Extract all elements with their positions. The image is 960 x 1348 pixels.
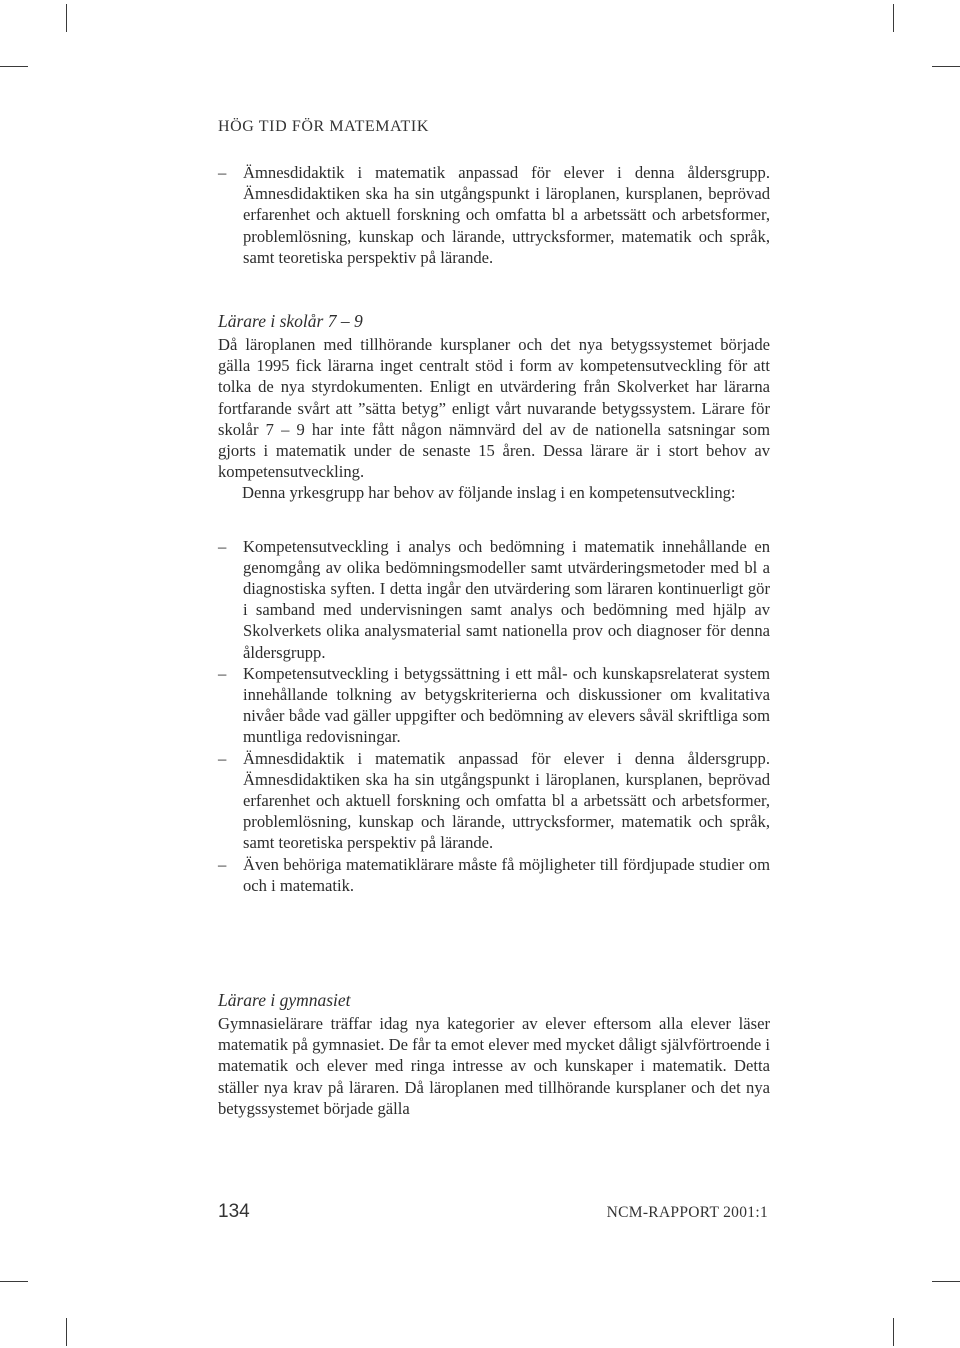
top-bullet-block <box>218 162 770 268</box>
section-heading: Lärare i gymnasiet <box>218 990 351 1010</box>
running-head: HÖG TID FÖR MATEMATIK <box>218 118 429 135</box>
crop-mark-top-left-h <box>0 66 28 67</box>
list-item <box>218 748 770 854</box>
paragraph: Denna yrkesgrupp har behov av följande inslag i en kompetensutveckling: <box>242 483 736 503</box>
crop-mark-bottom-left <box>66 1318 67 1346</box>
list-item <box>218 854 770 896</box>
bullet-dash: – <box>218 163 227 182</box>
bullet-text: Kompetensutveckling i analys och bedömning i matematik innehållande en genomgång av olika bedömningsmodeller samt utvärderingsmetoder med bl a diagnostiska syften. I detta ingår den utvärdering som läraren kontinuerligt gör i samband med undervisningen samt analys och bedömning med hjälp av Skolverkets olika analysmaterial samt nationella prov och diagnoser för denna åldersgrupp. <box>243 536 770 662</box>
crop-mark-bottom-left-h <box>0 1281 28 1282</box>
report-name: NCM-RAPPORT 2001:1 <box>606 1204 768 1221</box>
list-item <box>218 663 770 748</box>
section-skolar-7-9 <box>218 310 770 896</box>
bullet-text: Ämnesdidaktik i matematik anpassad för elever i denna åldersgrupp. Ämnesdidaktiken ska ha sin utgångspunkt i läroplanen, kursplanen, beprövad erfarenhet och aktuell forskning och omfatta bl a arbetssätt och arbetsformer, problemlösning, kunskap och lärande, uttrycksformer, matematik och språk, samt teoretiska perspektiv på lärande. <box>243 748 770 853</box>
crop-mark-bottom-right-h <box>932 1281 960 1282</box>
list-item <box>218 536 770 663</box>
crop-mark-top-right-h <box>932 66 960 67</box>
crop-mark-top-left <box>66 4 67 32</box>
paragraph: Då läroplanen med tillhörande kursplaner och det nya betygssystemet började gälla 1995 fick lärarna inget centralt stöd i form av kompetensutveckling för att tolka de nya styrdokumenten. Enligt en utvärdering från Skolverket har lärarna fortfarande svårt att ”sätta betyg” enligt vårt nuvarande betygssystem. Lärare för skolår 7 – 9 har inte fått någon nämnvärd del av de nationella satsningar som gjorts i matematik under de senaste 15 åren. Dessa lärare är i stort behov av kompetensutveckling. <box>218 335 770 482</box>
crop-mark-bottom-right <box>893 1318 894 1346</box>
paragraph: Gymnasielärare träffar idag nya kategorier av elever eftersom alla elever läser matematik på gymnasiet. De får ta emot elever med mycket dåligt självförtroende i matematik och elever med ringa intresse av och kunskaper i matematik. Detta ställer nya krav på läraren. Då läroplanen med tillhörande kursplaner och det nya betygssystemet började gälla <box>218 1014 770 1118</box>
page-number: 134 <box>218 1201 250 1222</box>
bullet-text: Ämnesdidaktik i matematik anpassad för elever i denna åldersgrupp. Ämnesdidaktiken ska ha sin utgångspunkt i läroplanen, kursplanen, beprövad erfarenhet och aktuell forskning och omfatta bl a arbetssätt och arbetsformer, problemlösning, kunskap och lärande, uttrycksformer, matematik och språk, samt teoretiska perspektiv på lärande. <box>243 163 770 267</box>
bullet-text: Kompetensutveckling i betygssättning i ett mål- och kunskapsrelaterat system innehållande tolkning av betygskriterierna och diskussioner om kvalitativa nivåer både vad gäller uppgifter och bedömning av elevers såväl skriftliga som muntliga redovisningar. <box>243 663 770 747</box>
bullet-dash: – <box>218 663 227 683</box>
crop-mark-top-right <box>893 4 894 32</box>
section-gymnasiet <box>218 989 770 1119</box>
section-heading: Lärare i skolår 7 – 9 <box>218 311 363 331</box>
list-item <box>218 162 770 268</box>
bullet-dash: – <box>218 748 227 768</box>
bullet-dash: – <box>218 536 227 556</box>
bullet-dash: – <box>218 854 227 874</box>
bullet-text: Även behöriga matematiklärare måste få möjligheter till fördjupade studier om och i matematik. <box>243 854 770 895</box>
